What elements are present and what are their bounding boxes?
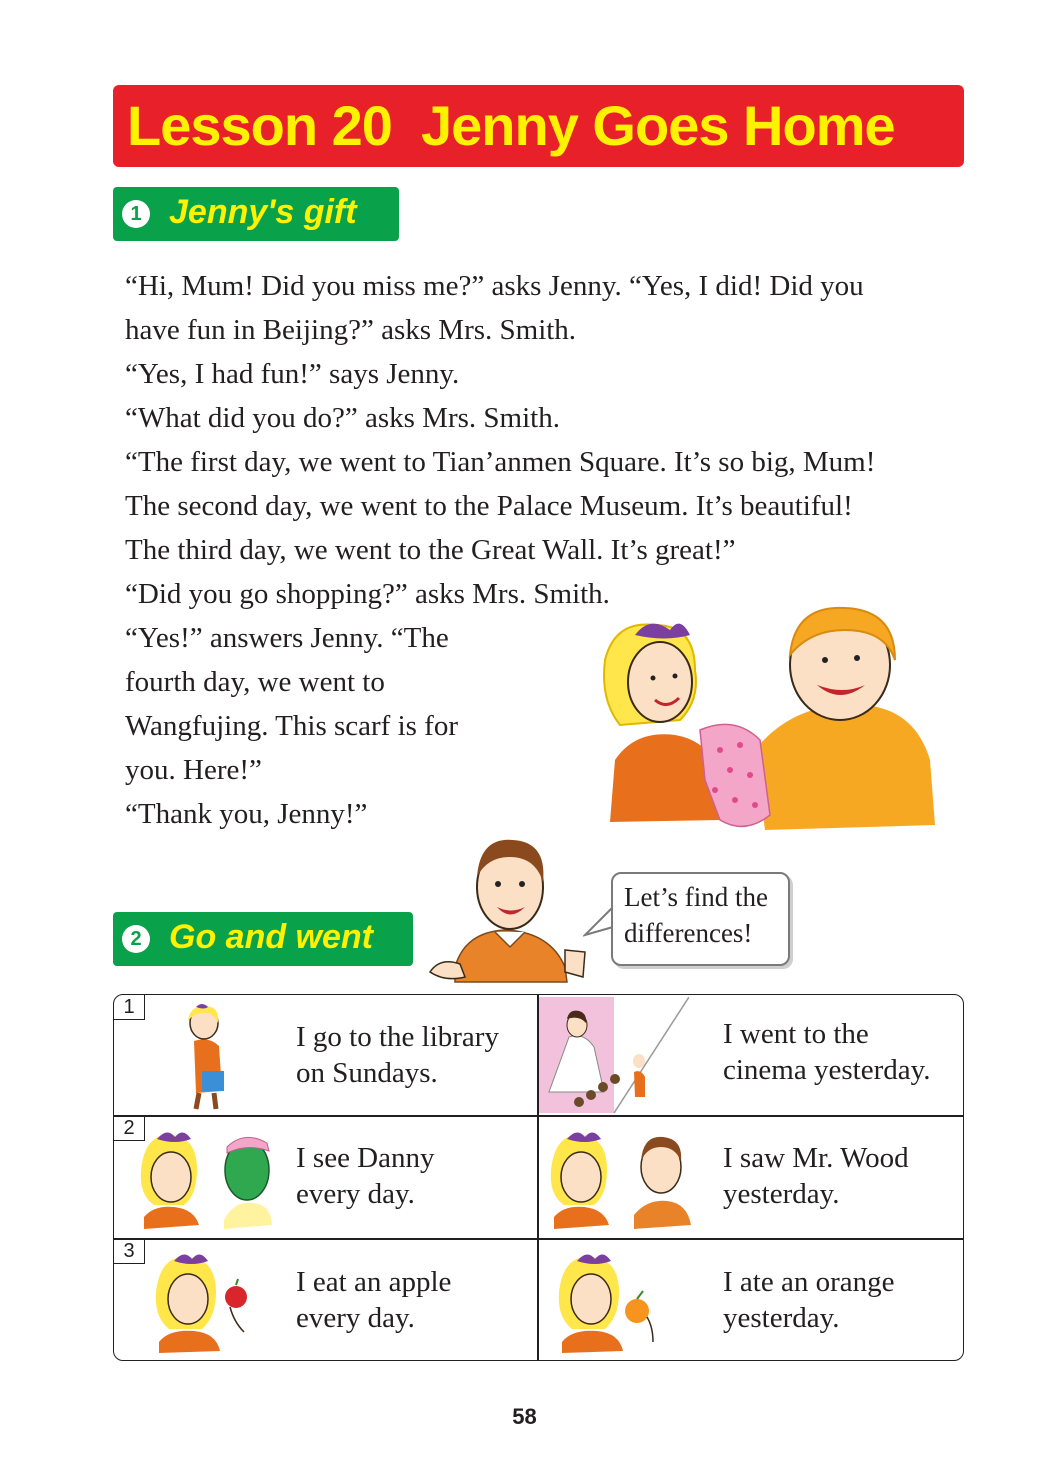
story-line: “Yes!” answers Jenny. “The — [125, 622, 449, 654]
sentence-present — [296, 1140, 435, 1212]
story-line: “The first day, we went to Tian’anmen Square. It’s so big, Mum! — [125, 446, 876, 478]
story-line: “Thank you, Jenny!” — [125, 798, 368, 830]
section-2-number: 2 — [122, 925, 150, 953]
story-line: Wangfujing. This scarf is for — [125, 710, 458, 742]
sentence-present — [296, 1264, 451, 1336]
sentence-line: every day. — [296, 1178, 415, 1210]
row-number: 2 — [114, 1116, 145, 1141]
table-divider — [114, 1238, 963, 1240]
story-line: The third day, we went to the Great Wall. It’s great!” — [125, 534, 736, 566]
sentence-line: I eat an apple — [296, 1266, 452, 1298]
jenny-and-mr-wood-picture — [549, 1125, 699, 1230]
sentence-line: cinema yesterday. — [723, 1054, 931, 1086]
jenny-and-danny-picture — [139, 1125, 274, 1230]
section-1-header — [113, 187, 399, 241]
row-number: 1 — [114, 995, 145, 1020]
jenny-with-apple-picture — [154, 1247, 264, 1355]
bubble-line: Let’s find the — [624, 882, 768, 912]
bubble-line: differences! — [624, 918, 753, 948]
section-2-header — [113, 912, 413, 966]
sentence-line: I go to the library — [296, 1021, 499, 1053]
story-line: fourth day, we went to — [125, 666, 385, 698]
sentence-past — [723, 1264, 894, 1336]
jenny-and-mum-illustration — [595, 600, 940, 840]
sentence-line: I ate an orange — [723, 1266, 895, 1298]
story-line: “Yes, I had fun!” says Jenny. — [125, 358, 460, 390]
mr-wood-illustration — [425, 832, 595, 987]
story-line: “What did you do?” asks Mrs. Smith. — [125, 402, 560, 434]
story-line: you. Here!” — [125, 754, 262, 786]
sentence-present — [296, 1019, 499, 1091]
sentence-line: yesterday. — [723, 1302, 840, 1334]
cinema-picture — [539, 997, 689, 1113]
section-1-number: 1 — [122, 200, 150, 228]
sentence-line: every day. — [296, 1302, 415, 1334]
sentence-line: I went to the — [723, 1018, 869, 1050]
story-line: The second day, we went to the Palace Museum. It’s beautiful! — [125, 490, 853, 522]
lesson-title: Lesson 20 Jenny Goes Home — [127, 94, 895, 157]
story-line: “Hi, Mum! Did you miss me?” asks Jenny. “Yes, I did! Did you — [125, 270, 864, 302]
story-line: have fun in Beijing?” asks Mrs. Smith. — [125, 314, 577, 346]
sentence-line: yesterday. — [723, 1178, 840, 1210]
lesson-title-banner — [113, 85, 964, 167]
story-line: “Did you go shopping?” asks Mrs. Smith. — [125, 578, 610, 610]
jenny-with-orange-picture — [557, 1247, 667, 1355]
table-divider — [114, 1115, 963, 1117]
sentence-line: I saw Mr. Wood — [723, 1142, 909, 1174]
sentence-line: on Sundays. — [296, 1057, 438, 1089]
section-1-label: Jenny's gift — [169, 193, 357, 231]
section-2-label: Go and went — [169, 918, 373, 956]
sentence-past — [723, 1016, 930, 1088]
jenny-with-books-picture — [174, 1001, 244, 1111]
page-number: 58 — [512, 1404, 537, 1429]
sentence-line: I see Danny — [296, 1142, 435, 1174]
go-and-went-table — [113, 994, 964, 1361]
speech-bubble — [611, 872, 790, 966]
sentence-past — [723, 1140, 909, 1212]
row-number: 3 — [114, 1239, 145, 1264]
